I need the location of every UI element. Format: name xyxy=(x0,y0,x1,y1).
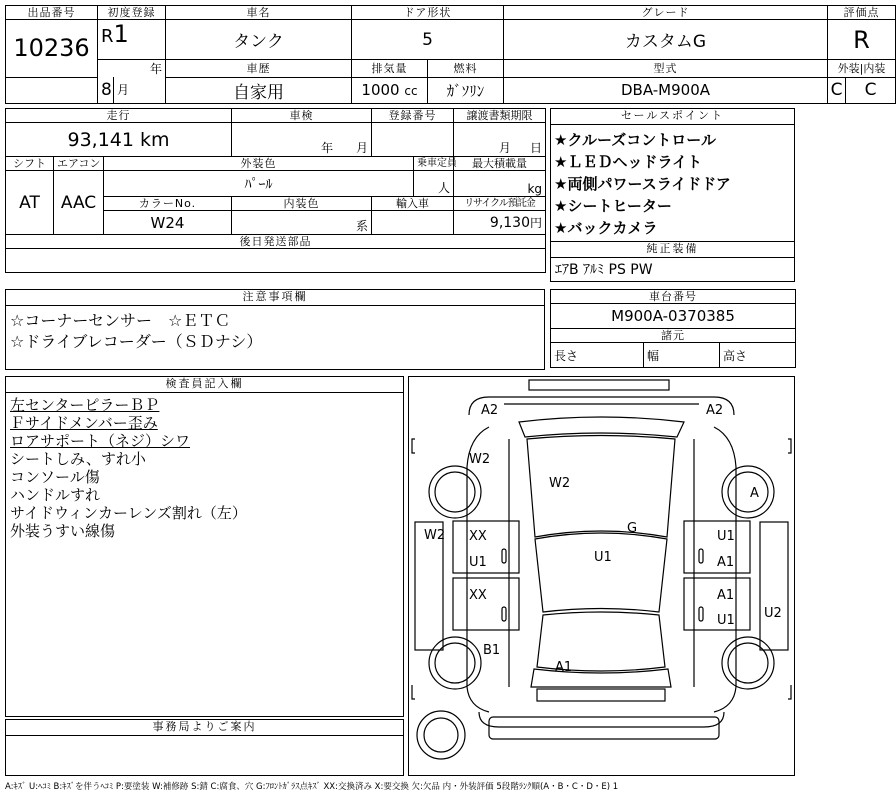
displacement-label: 排気量 xyxy=(352,60,428,78)
car-name: タンク xyxy=(166,20,352,60)
ext-int-labels: 外装|内装 xyxy=(828,60,896,78)
max-load-label: 最大積載量 xyxy=(454,157,546,171)
interior-label: 内装 xyxy=(863,61,886,75)
inspector-line: シートしみ、すれ小 xyxy=(10,450,146,468)
transfer-date xyxy=(454,123,546,157)
front-bumper-tab xyxy=(529,380,669,390)
grade-label: グレード xyxy=(504,6,828,20)
sales-points-panel xyxy=(550,108,795,242)
mark-a2-left: A2 xyxy=(481,403,499,418)
caution-title: 注意事項欄 xyxy=(6,290,544,306)
mark-u1-right-front: U1 xyxy=(717,529,735,544)
exterior-color: ﾊﾟｰﾙ xyxy=(104,171,414,197)
air-conditioner: AAC xyxy=(54,171,104,235)
displacement xyxy=(352,77,428,103)
inspector-line: ハンドルすれ xyxy=(10,486,101,504)
post-parts-value xyxy=(6,249,546,273)
right-front-wheel xyxy=(722,466,774,518)
sales-point-item: ★クルーズコントロール xyxy=(554,131,716,149)
genuine-equipment-panel xyxy=(550,241,795,282)
door-type: 5 xyxy=(352,20,504,60)
office-panel xyxy=(5,719,404,776)
displacement-value: 1000 xyxy=(361,81,400,99)
month-unit: 月 xyxy=(114,77,166,103)
caution-line: ☆ドライブレコーダー（ＳＤナシ） xyxy=(10,332,263,351)
post-parts-label: 後日発送部品 xyxy=(6,235,546,249)
mark-a2-right: A2 xyxy=(706,403,724,418)
mark-w2-hood-left: W2 xyxy=(469,452,491,467)
mark-u1-right-rear: U1 xyxy=(717,613,735,628)
insp-month: 月 xyxy=(356,141,369,155)
year-unit: 年 xyxy=(98,60,166,78)
era: R xyxy=(101,26,114,47)
mark-u2-right: U2 xyxy=(764,606,782,621)
shift: AT xyxy=(6,171,54,235)
insp-year: 年 xyxy=(321,141,334,155)
left-front-wheel xyxy=(429,466,481,518)
rear-step xyxy=(489,717,719,739)
transfer-label: 譲渡書類期限 xyxy=(454,109,546,123)
sales-points-title: セールスポイント xyxy=(551,109,794,125)
height-label: 高さ xyxy=(720,343,796,368)
inspector-title: 検査員記入欄 xyxy=(6,377,403,393)
fuel-label: 燃料 xyxy=(428,60,504,78)
registration-label: 登録番号 xyxy=(372,109,454,123)
front-bumper xyxy=(469,397,734,415)
caution-panel xyxy=(5,289,545,370)
interior-color-label: 内装色 xyxy=(232,197,372,211)
sales-points-list xyxy=(551,125,794,239)
first-registration-era xyxy=(98,20,166,60)
specs-title: 諸元 xyxy=(551,329,796,343)
mark-w2-hood: W2 xyxy=(549,476,571,491)
width-label: 幅 xyxy=(644,343,720,368)
recycle-unit: 円 xyxy=(530,216,543,230)
grade: カスタムG xyxy=(504,20,828,60)
interior-score: C xyxy=(846,77,896,103)
history: 自家用 xyxy=(166,77,352,103)
mark-a1-right-front: A1 xyxy=(717,555,735,570)
inspector-line: コンソール傷 xyxy=(10,468,100,486)
registration-number xyxy=(372,123,454,157)
mark-xx-left-rear: XX xyxy=(469,588,487,603)
recycle-fee xyxy=(454,211,546,235)
sales-point-item: ★ＬＥＤヘッドライト xyxy=(554,153,702,171)
inspector-line: 外装うすい線傷 xyxy=(10,522,116,540)
import-label: 輸入車 xyxy=(372,197,454,211)
car-diagram-panel xyxy=(408,376,795,776)
mark-b1-left: B1 xyxy=(483,643,501,658)
chassis-number: M900A-0370385 xyxy=(551,304,796,329)
sales-point-item: ★シートヒーター xyxy=(554,197,672,215)
inspection-label: 車検 xyxy=(232,109,372,123)
length-label: 長さ xyxy=(551,343,644,368)
chassis-title: 車台番号 xyxy=(551,290,796,304)
model-label: 型式 xyxy=(504,60,828,78)
right-rear-wheel xyxy=(722,637,774,689)
mileage-label: 走行 xyxy=(6,109,232,123)
first-registration-label: 初度登録 xyxy=(98,6,166,20)
mark-xx-left-front: XX xyxy=(469,529,487,544)
mark-w2-side: W2 xyxy=(424,528,446,543)
caution-line: ☆コーナーセンサー ☆ＥＴＣ xyxy=(10,311,231,330)
shift-label: シフト xyxy=(6,157,54,171)
hood xyxy=(519,417,684,437)
car-name-label: 車名 xyxy=(166,6,352,20)
exterior-label: 外装 xyxy=(837,61,860,75)
month-num: 8 xyxy=(98,77,114,103)
inspector-line: Ｆサイドメンバー歪み xyxy=(10,414,158,432)
mileage-value: 93,141 xyxy=(67,128,134,151)
recycle-label: リサイクル預託金 xyxy=(454,197,546,211)
lot-number-label: 出品番号 xyxy=(6,6,98,20)
rear-bumper xyxy=(537,689,665,701)
score: R xyxy=(828,20,896,60)
mark-a1-right-rear: A1 xyxy=(717,588,735,603)
lot-number: 10236 xyxy=(6,20,98,78)
transfer-month: 月 xyxy=(498,141,511,155)
exterior-score: C xyxy=(828,77,846,103)
chassis-specs-table xyxy=(550,289,796,368)
inspection-date xyxy=(232,123,372,157)
recycle-value: 9,130 xyxy=(489,215,530,231)
right-side-panel xyxy=(760,522,788,650)
inspector-panel xyxy=(5,376,404,717)
history-label: 車歴 xyxy=(166,60,352,78)
capacity-unit: 人 xyxy=(414,171,454,197)
header-table xyxy=(5,5,896,104)
displacement-unit: cc xyxy=(404,84,418,98)
sales-point-item: ★バックカメラ xyxy=(554,219,658,237)
year-num: 1 xyxy=(113,20,129,48)
ac-label: エアコン xyxy=(54,157,104,171)
mileage xyxy=(6,123,232,157)
roof xyxy=(535,533,667,612)
inspector-line: サイドウィンカーレンズ割れ（左） xyxy=(10,504,247,522)
score-label: 評価点 xyxy=(828,6,896,20)
fuel: ｶﾞｿﾘﾝ xyxy=(428,77,504,103)
interior-color-unit: 系 xyxy=(232,211,372,235)
car-diagram xyxy=(409,377,794,775)
mark-a1-rear: A1 xyxy=(555,660,573,675)
inspector-line: 左センターピラーＢＰ xyxy=(10,396,160,414)
import-car xyxy=(372,211,454,235)
sales-point-item: ★両側パワースライドドア xyxy=(554,175,731,193)
capacity-label: 乗車定員 xyxy=(414,157,454,171)
left-rear-wheel xyxy=(429,637,481,689)
mark-a-right-wheel: A xyxy=(750,486,759,501)
door-label: ドア形状 xyxy=(352,6,504,20)
inspector-line: ロアサポート（ネジ）シワ xyxy=(10,432,191,450)
mark-g-center: G xyxy=(627,521,638,536)
model-code: DBA-M900A xyxy=(504,77,828,103)
back-door xyxy=(531,669,671,687)
genuine-equipment-value: ｴｱB ｱﾙﾐ PS PW xyxy=(555,262,653,278)
color-number: W24 xyxy=(104,211,232,235)
blank-cell xyxy=(6,77,98,103)
max-load-unit: kg xyxy=(454,171,546,197)
mark-u1-left-front: U1 xyxy=(469,555,487,570)
exterior-color-label: 外装色 xyxy=(104,157,414,171)
office-title: 事務局よりご案内 xyxy=(6,720,403,736)
mileage-unit: km xyxy=(140,128,170,151)
mark-u1-center: U1 xyxy=(594,550,612,565)
legend: A:ｷｽﾞ U:ﾍｺﾐ B:ｷｽﾞを伴うﾍｺﾐ P:要塗装 W:補修跡 S:錆 C:腐食、穴 G:ﾌﾛﾝﾄｶﾞﾗｽ点ｷｽﾞ XX:交換済み X:要交換 欠:欠品 内・外装評価 5段階ﾗﾝｸ順(A・B・C・D・E) 1 xyxy=(5,782,619,792)
transfer-day: 日 xyxy=(530,141,543,155)
vehicle-details-table xyxy=(5,108,546,273)
genuine-equipment-title: 純正装備 xyxy=(551,242,794,258)
color-number-label: カラーNo. xyxy=(104,197,232,211)
